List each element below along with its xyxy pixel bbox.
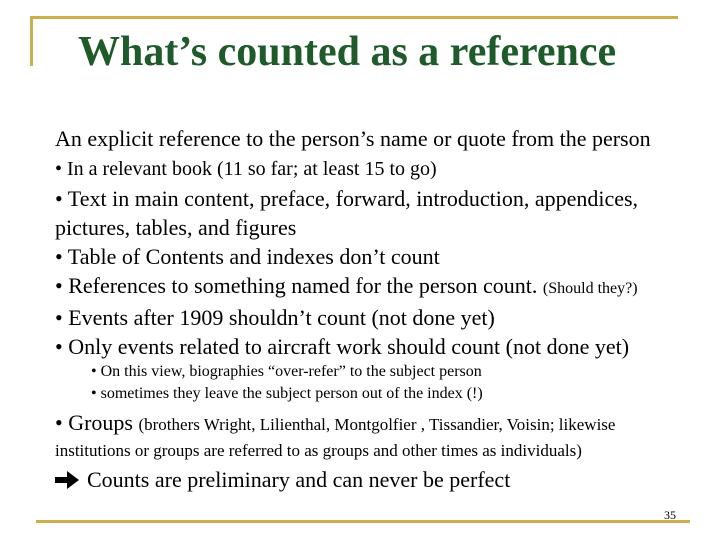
bullet-aside: (Should they?) [542, 280, 638, 297]
bullet-aircraft: • Only events related to aircraft work should count (not done yet) [55, 334, 630, 359]
page-number: 35 [664, 508, 676, 522]
bullet-named-text: • References to something named for the person count. [55, 273, 538, 298]
slide-title: What’s counted as a reference [78, 29, 617, 75]
top-rule [30, 16, 678, 19]
groups-detail-cont: institutions or groups are referred to as groups and other times as individuals) [55, 441, 582, 460]
groups-lead: • Groups [55, 410, 133, 435]
slide-body [55, 124, 720, 497]
left-rule [30, 16, 33, 66]
conclusion [55, 465, 720, 497]
bullet-named-references [55, 271, 720, 303]
right-arrow-icon [55, 467, 79, 497]
intro-text: An explicit reference to the person’s name or quote from the person [55, 126, 651, 151]
bullet-text-cont: pictures, tables, and figures [55, 215, 297, 240]
bottom-rule [36, 520, 690, 523]
bullet-groups [55, 409, 720, 439]
bullet-text: • Text in main content, preface, forward, introduction, appendices, [55, 186, 639, 211]
sub-bullet-index: • sometimes they leave the subject person out of the index (!) [91, 385, 483, 402]
groups-detail: (brothers Wright, Lilienthal, Montgolfier , Tissandier, Voisin; likewise [138, 415, 616, 434]
bullet-events-1909: • Events after 1909 shouldn’t count (not done yet) [55, 305, 495, 330]
bullet-book: • In a relevant book (11 so far; at least 15 to go) [55, 158, 437, 180]
sub-bullet-biographies: • On this view, biographies “over-refer” to the subject person [91, 363, 482, 380]
bullet-toc: • Table of Contents and indexes don’t count [55, 244, 440, 269]
conclusion-text: Counts are preliminary and can never be perfect [87, 467, 511, 492]
